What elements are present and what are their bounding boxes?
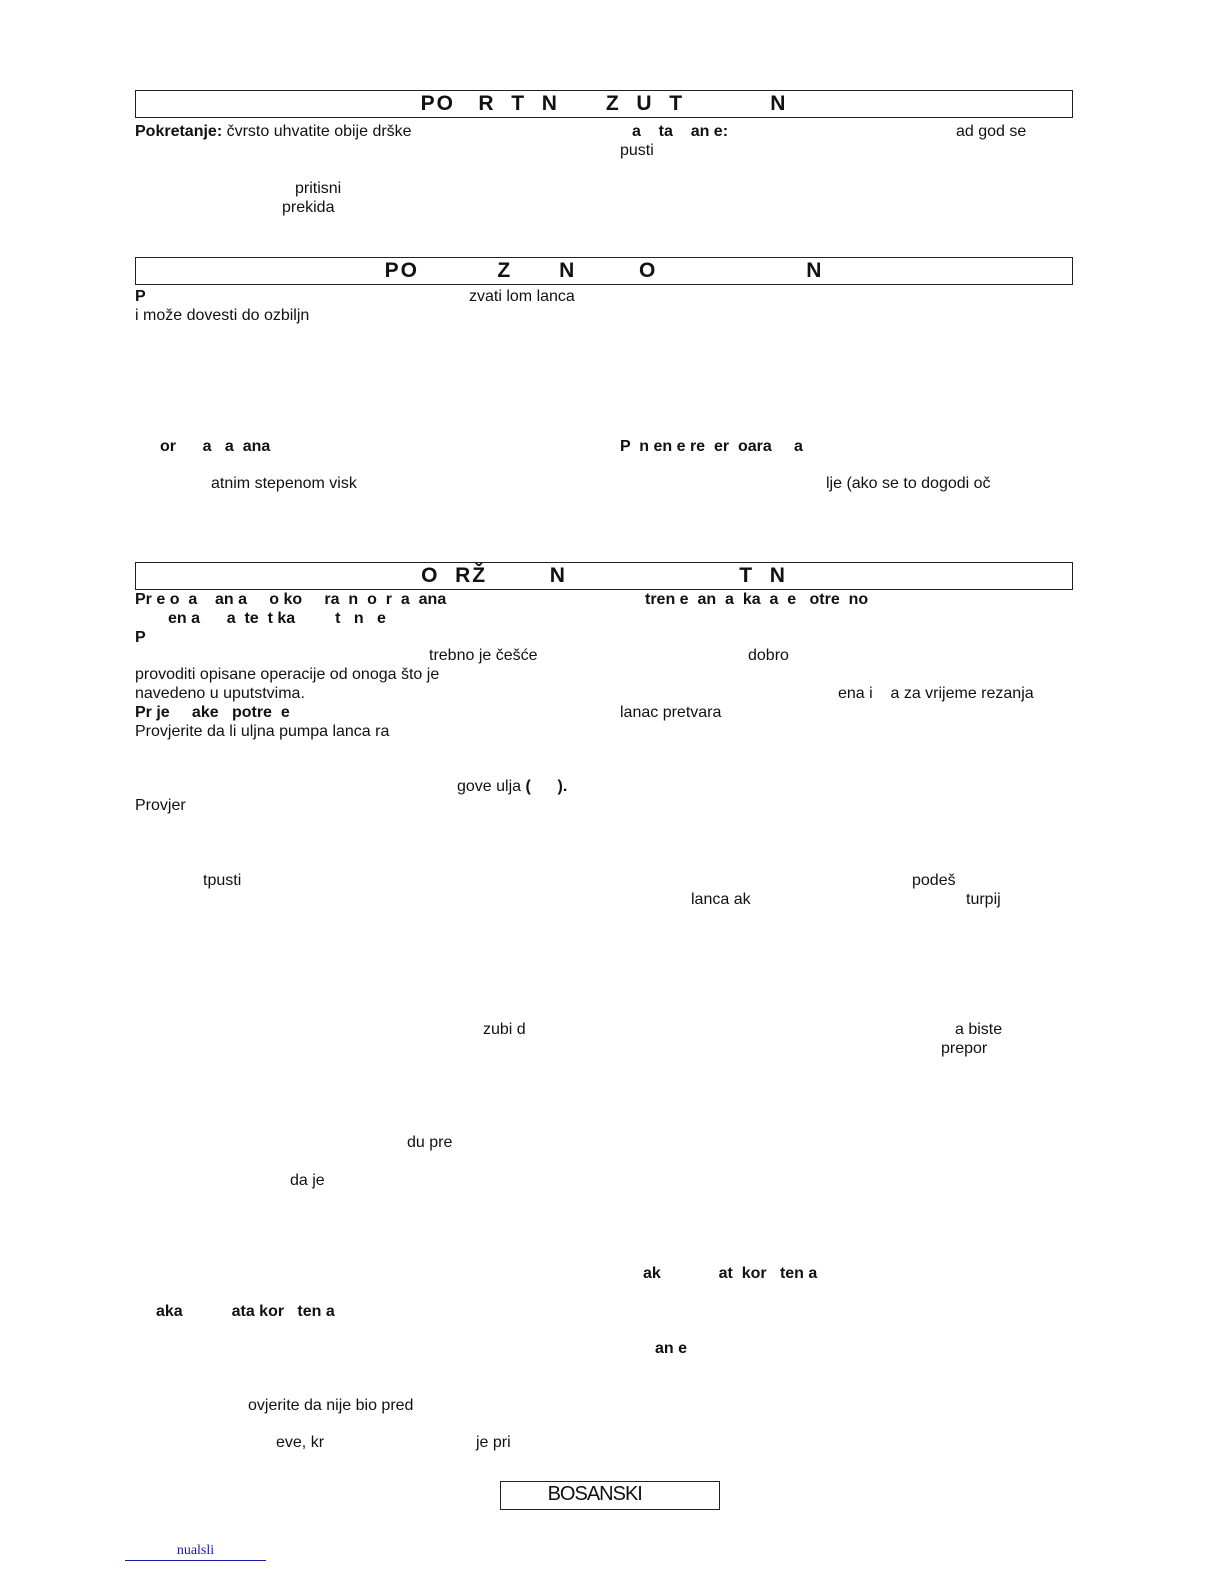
section-title-3: O RŽ N T N	[421, 564, 787, 587]
s3-line2: en a a te t ka t n e	[168, 610, 386, 627]
stop-text-right: ad god se	[956, 123, 1027, 140]
s2-right-text: lje (ako se to dogodi oč	[826, 475, 991, 492]
s2-left-heading: or a a ana	[160, 438, 271, 455]
text-ozbiljn: i može dovesti do ozbiljn	[135, 307, 310, 324]
s3-prije-heading: Pr je ake potre e	[135, 704, 290, 721]
s3-line1-right: tren e an a ka a e otre no	[645, 591, 869, 608]
text-pusti: pusti	[620, 142, 654, 159]
text-ulja	[457, 778, 567, 796]
s2-p: P	[135, 288, 146, 305]
section-title-2: PO Z N O N	[384, 259, 824, 282]
s3-ane-heading: an e	[655, 1340, 688, 1357]
text-provjer: Provjer	[135, 797, 186, 814]
text-prepor: prepor	[941, 1040, 988, 1057]
text-vrijeme: ena i a za vrijeme rezanja	[838, 685, 1034, 702]
text-dobro: dobro	[748, 647, 789, 664]
text-ulja-plain: gove ulja	[457, 778, 526, 795]
section-title-1: PO R T N Z U T N	[420, 92, 788, 115]
text-provjerite: Provjerite da li uljna pumpa lanca ra	[135, 723, 390, 740]
text-podes: podeš	[912, 872, 956, 889]
s2-right-heading: P n en e re er oara a	[620, 438, 803, 455]
text-eve: eve, kr	[276, 1434, 325, 1451]
section-header-1	[135, 90, 1073, 118]
s3-ak-heading: ak at kor ten a	[643, 1265, 818, 1282]
start-text: čvrsto uhvatite obije drške	[222, 123, 412, 140]
text-lanca-ak: lanca ak	[691, 891, 751, 908]
start-instruction	[135, 123, 412, 141]
stop-label: a ta an e:	[632, 123, 729, 140]
s3-line1-left: Pr e o a an a o ko ra n o r a ana	[135, 591, 447, 608]
text-navedeno: navedeno u uputstvima.	[135, 685, 305, 702]
start-label: Pokretanje:	[135, 123, 223, 140]
text-ulja-bold: ( ).	[525, 778, 568, 795]
text-du-pre: du pre	[407, 1134, 453, 1151]
s2-left-text: atnim stepenom visk	[211, 475, 357, 492]
text-zubi: zubi d	[483, 1021, 526, 1038]
section-header-3	[135, 562, 1073, 590]
text-pritisni: pritisni	[295, 180, 342, 197]
text-provoditi: provoditi opisane operacije od onoga što je	[135, 666, 440, 683]
text-ovjerite: ovjerite da nije bio pred	[248, 1397, 414, 1414]
language-box	[500, 1481, 720, 1510]
text-da-je: da je	[290, 1172, 325, 1189]
text-cesce: trebno je češće	[429, 647, 538, 664]
language-label: BOSANSKI	[547, 1483, 642, 1505]
s3-p: P	[135, 629, 146, 646]
text-pretvara: lanac pretvara	[620, 704, 722, 721]
s3-aka-heading: aka ata kor ten a	[156, 1303, 335, 1320]
text-lom-lanca: zvati lom lanca	[469, 288, 575, 305]
text-je-pri: je pri	[476, 1434, 511, 1451]
text-turpij: turpij	[966, 891, 1001, 908]
text-prekida: prekida	[282, 199, 335, 216]
text-tpusti: tpusti	[203, 872, 242, 889]
text-biste: a biste	[955, 1021, 1003, 1038]
section-header-2	[135, 257, 1073, 285]
footer-link[interactable]: nualsli	[125, 1543, 266, 1561]
